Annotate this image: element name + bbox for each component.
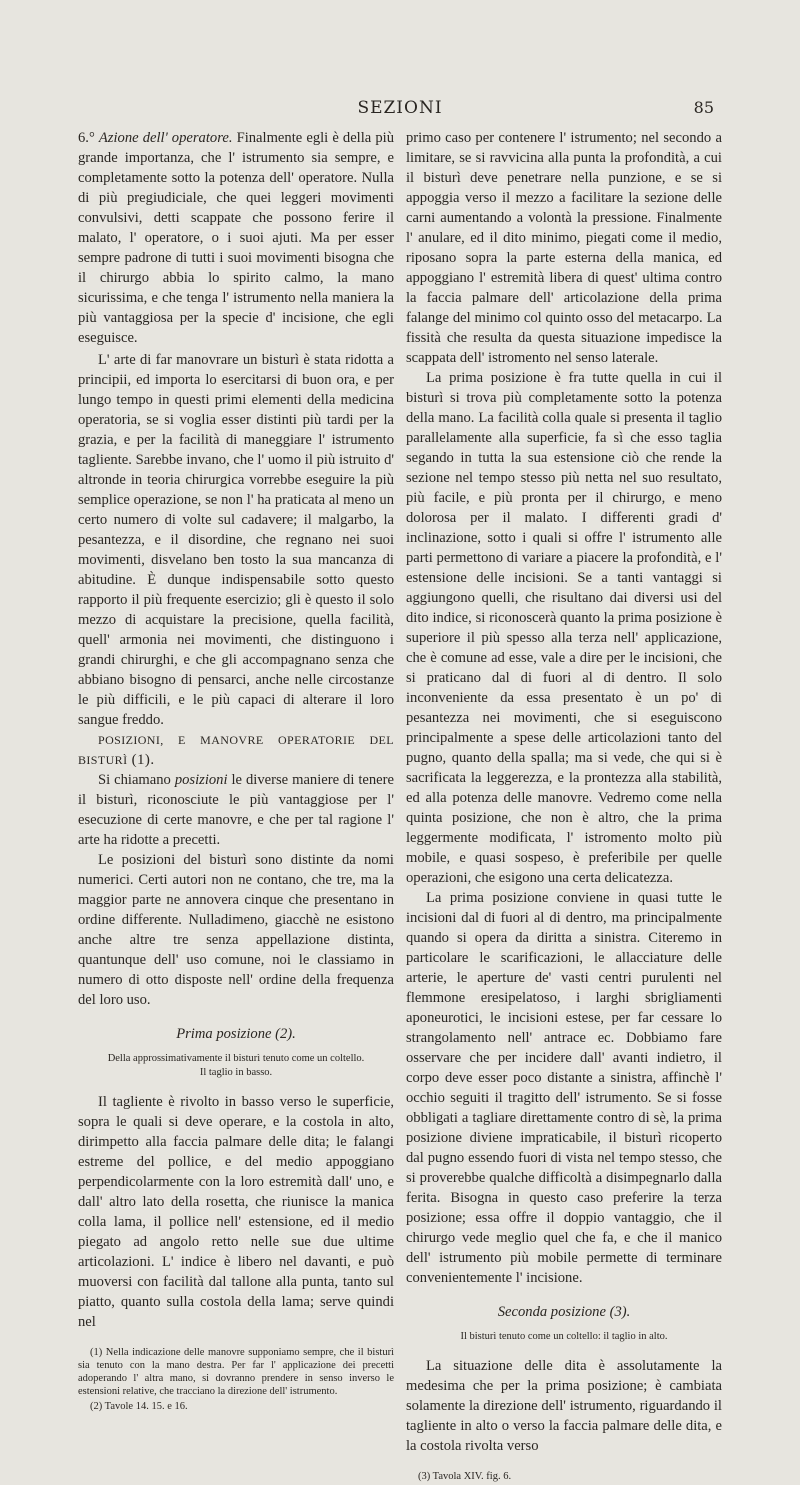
footnote-2: (2) Tavole 14. 15. e 16. — [90, 1401, 188, 1412]
paragraph-tagliente: Il tagliente è rivolto in basso verso le superficie, sopra le quali si deve operare, e la costola in alto, dirimpetto alla faccia palmare delle dita; le falangi estreme del pollice, e del medio appoggiano perpendicolarmente con la loro estremità dall' uno, e dall' altro lato della rosetta, che riunisce la manica colla lama, il pollice nell' estensione, ed il medio piegato ad angolo retto nelle sue due ultime articolazioni. L' indice è libero nel davanti, e può muoversi con facilità dal tallone alla punta, tanto sul piatto, quanto sulla costola della lama; serve quindi nel — [78, 1094, 394, 1330]
section-heading-note: (1). — [127, 752, 155, 768]
paragraph-posizioni — [78, 770, 394, 850]
section-heading — [78, 730, 394, 770]
paragraph-numeri: Le posizioni del bisturì sono distinte da nomi numerici. Certi autori non ne contano, che tre, ma la maggior parte ne annovera cinque che presentano in ordine differente. Nulladimeno, giacchè ne esistono anche altre tre senza appellazione distinta, quantunque dell' uso comune, noi le classiamo in numero di otto disposte nell' ordine della frequenza del loro uso. — [78, 852, 394, 1008]
paragraph-text: Finalmente egli è della più grande importanza, che l' istrumento sia sempre, e completamente sotto la potenza dell' operatore. Nulla di più pregiudiciale, che quei leggeri movimenti convulsivi, detti scappate che possono ferire il malato, l' operatore, o i suoi ajuti. Ma per esser sempre padrone di tutti i suoi movimenti bisogna che il chirurgo abbia lo spirito calmo, la mano sicurissima, e che tenga l' istrumento nella maniera la più vantaggiosa per la specie d' incisione, che egli eseguisce. — [78, 130, 395, 346]
paragraph-term: posizioni — [174, 772, 228, 788]
footnotes — [78, 1346, 394, 1413]
left-column — [78, 128, 394, 1415]
running-head: SEZIONI — [357, 98, 443, 118]
paragraph-lead: 6.° — [78, 130, 99, 146]
paragraph-azione — [78, 128, 394, 348]
right-column — [406, 128, 722, 1485]
subheading-prima-posizione: Prima posizione (2). — [176, 1026, 296, 1042]
caption-line: Della approssimativamente il bisturì tenuto come un coltello. — [107, 1053, 365, 1064]
section-heading-text: POSIZIONI, E MANOVRE OPERATORIE DEL BISTURÌ — [78, 733, 394, 767]
paragraph-text: Si chiamano — [98, 772, 175, 788]
footnote-3: (3) Tavola XIV. fig. 6. — [418, 1471, 512, 1482]
paragraph-arte: L' arte di far manovrare un bisturì è stata ridotta a principii, ed importa lo esercitarsi di buon ora, e per lungo tempo in questi primi elementi della medicina operatoria, se si voglia esser distinti più tardi per la grazia, e per la facilità di maneggiare l' istrumento tagliente. Sarebbe invano, che l' uomo il più istruito d' altronde in teoria chirurgica vorrebbe eseguire la più semplice operazione, se non l' ha praticata al meno un certo numero di volte sul cadavere; il malgarbo, la pesantezza, e il disordine, che regnano nei suoi movimenti, disvelano ben tosto la sua mancanza di abitudine. È dunque indispensabile sotto questo rapporto il più frequente esercizio; gli è questo il solo mezzo di acquistare la precisione, quella facilità, quell' armonia nei movimenti, che distinguono i grandi chirurghi, e che gli accompagnano senza che abbiano bisogno di pensarci, anche nelle circostanze le più difficili, e le più capaci di alterare il loro sangue freddo. — [78, 352, 394, 728]
paragraph-title: Azione dell' operatore. — [98, 130, 233, 146]
paragraph-continuation: primo caso per contenere l' istrumento; nel secondo a limitare, se si ravvicina alla punta la profondità, a cui il bisturì deve penetrare nella punzione, e se si appoggia verso il mezzo a facilitare la sezione delle carni aumentando a volontà la pressione. Finalmente l' anulare, ed il dito minimo, piegati come il medio, riposano sopra la parte esterna della manica, ed appoggiano l' estremità libera di quest' ultima contro la faccia palmare dell' articolazione della prima falange del minimo col quinto osso del metacarpo. La fissità che resulta da questa situazione impedisce la scappata dell' istromento nel senso laterale. — [406, 130, 722, 366]
footnotes — [406, 1470, 722, 1483]
caption-prima-posizione — [78, 1052, 394, 1080]
paragraph-text: le diverse maniere di tenere il bisturì, riconosciute le più vantaggiose per l' esecuzione di certe manovre, e che per tal ragione l' arte ha ridotte a precetti. — [78, 772, 394, 848]
subheading-seconda-posizione: Seconda posizione (3). — [497, 1304, 631, 1320]
caption-seconda-posizione: Il bisturì tenuto come un coltello: il taglio in alto. — [460, 1331, 668, 1342]
paragraph-prima-posizione: La prima posizione è fra tutte quella in cui il bisturì si trova più completamente sotto la potenza della mano. La facilità colla quale si presenta il taglio parallelamente alla superficie, fa sì che esso taglia segando in tutta la sua estensione ciò che rende la sezione nel tempo stesso più netta nel suo resultato, più facile, e più pronta per il chirurgo, e meno dolorosa per il malato. I differenti gradi d' inclinazione, sotto i quali si offre l' istrumento alle parti permettono di variare a piacere la profondità, e l' estensione delle incisioni. Se a tanti vantaggi si aggiungono quelli, che risultano dai diversi usi del dito indice, si riconoscerà quanto la prima posizione è superiore il più spesso alla terza nell' applicazione, che è comune ad esse, vale a dire per le incisioni, che si praticano dal di fuori al di dentro. Il solo inconveniente da essa presentato è un po' di pesantezza nei movimenti, che si eseguiscono principalmente a spese delle articolazioni tanto del pugno, quanto della spalla; ma si vede, che qui si è sacrificata la leggerezza, e la prontezza alla stabilità, ed alla potenza delle manovre. Vedremo come nella quinta posizione, che non è altro, che la prima leggermente modificata, l' istromento molto più mobile, e quasi sospeso, è preferibile per quelle operazioni, che esigono una certa delicatezza. — [406, 370, 722, 886]
page-header — [0, 98, 800, 122]
footnote-1: (1) Nella indicazione delle manovre supponiamo sempre, che il bisturì sia tenuto con la mano destra. Per far l' applicazione dei precetti adoperando l' altra mano, si dovranno prendere in senso inverso le estensioni relative, che tracciano la direzione dell' istrumento. — [78, 1347, 394, 1397]
page-number: 85 — [693, 98, 714, 117]
paragraph-incisioni: La prima posizione conviene in quasi tutte le incisioni dal di fuori al di dentro, ma principalmente quando si opera da diritta a sinistra. Citeremo in particolare le scarificazioni, le allacciature delle arterie, le aperture de' vasti centri purulenti nel flemmone eresipelatoso, i larghi sbrigliamenti aponeurotici, le incisioni estese, per far cessare lo strangolamento nell' antrace ec. Dobbiamo fare osservare che per incidere dall' avanti indietro, il corpo deve esser poco distante a sinistra, affinchè l' occhio seguiti il tragitto dell' istrumento. Se si fosse obbligati a tagliare direttamente contro di sè, la prima posizione diviene impraticabile, il bisturì ricoperto dal pugno essendo fuori di vista nel tempo stesso, che si proverebbe qualche difficoltà a disimpegnarlo dalla ferita. Bisogna in questo caso preferire la terza posizione; essa offre il doppio vantaggio, che il chirurgo vede meglio quel che fa, e che il manico dell' istrumento più mobile permette di terminare convenientemente l' incisione. — [406, 890, 722, 1286]
paragraph-situazione: La situazione delle dita è assolutamente la medesima che per la prima posizione; è cambiata solamente la direzione dell' istrumento, riguardando il tagliente in alto o verso la faccia palmare delle dita, e la costola rivolta verso — [406, 1358, 722, 1454]
caption-line: Il taglio in basso. — [199, 1067, 273, 1078]
